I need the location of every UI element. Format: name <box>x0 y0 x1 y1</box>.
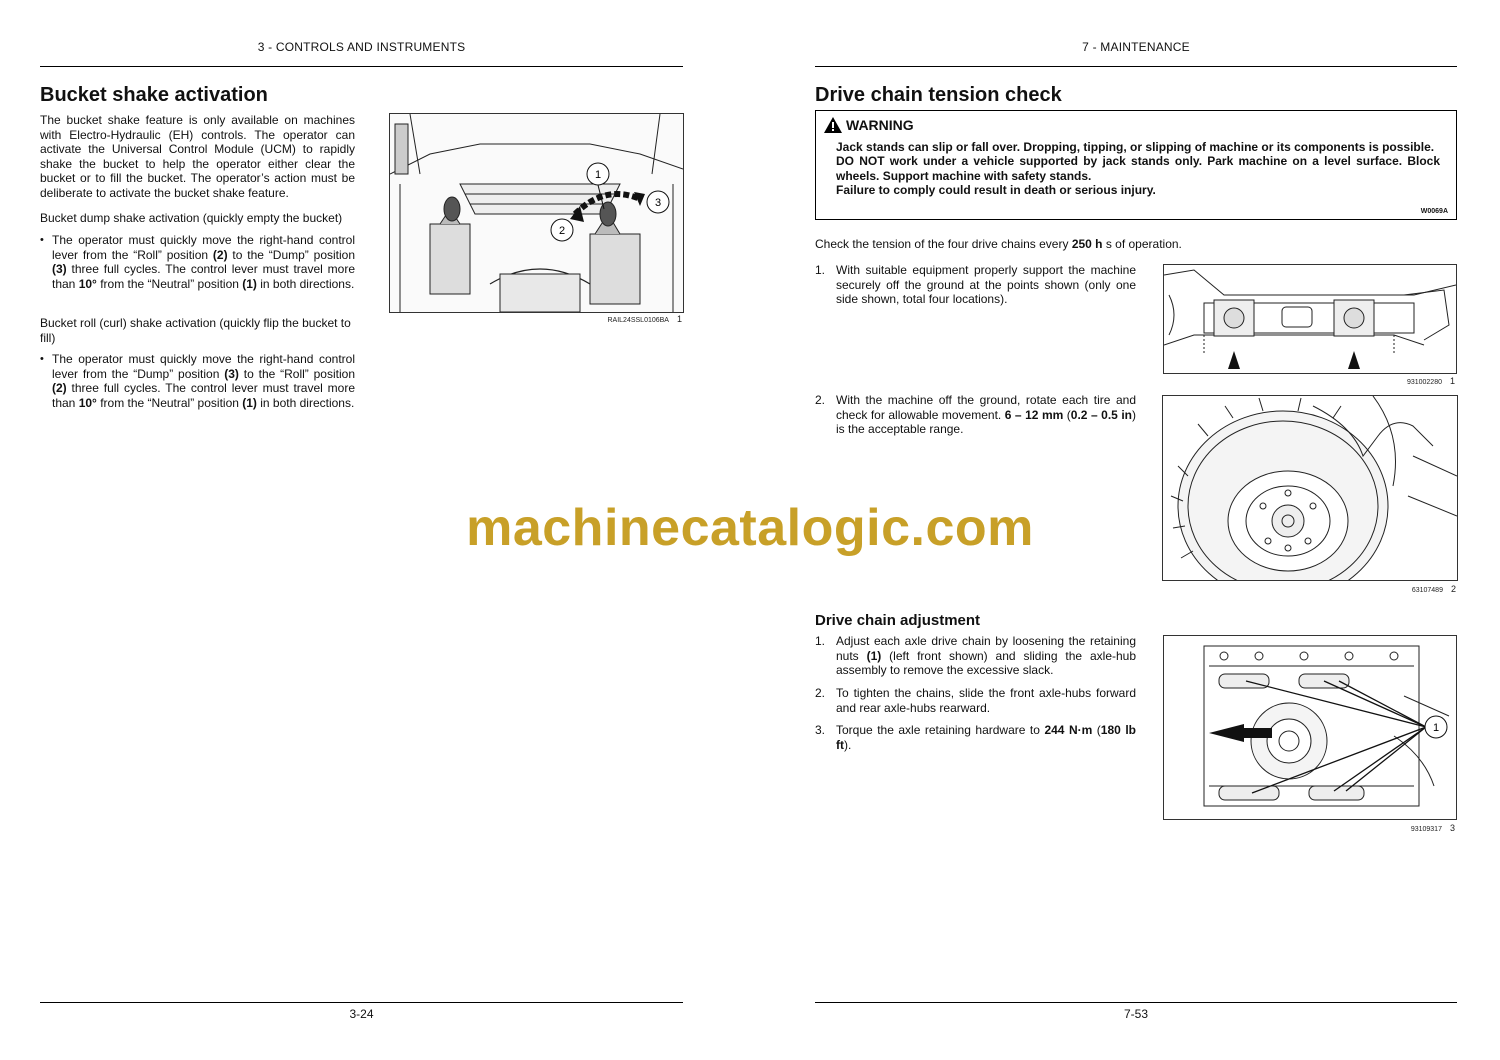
support-point-arrow-icon <box>1228 351 1240 369</box>
left-header-rule <box>40 66 683 67</box>
svg-text:3: 3 <box>654 197 662 209</box>
right-page-header: 7 - MAINTENANCE <box>1082 40 1190 54</box>
cab-controls-illustration <box>390 114 683 312</box>
left-footer-rule <box>40 1002 683 1003</box>
bucket-shake-intro: The bucket shake feature is only available on machines with Electro-Hydraulic (EH) controls. The operator can activate the Universal Control Module (UCM) to rapidly shake the bucket to help the operator either clear the bucket or to fill the bucket. The operator’s action must be deliberate to activate the bucket shake feature. <box>40 113 355 200</box>
drive-chain-adjustment-title: Drive chain adjustment <box>815 612 981 629</box>
tension-step-2: 2. With the machine off the ground, rotate each tire and check for allowable movement. 6 – 12 mm (0.2 – 0.5 in) is the acceptable range. <box>815 393 1136 437</box>
machine-frame-illustration <box>1164 265 1456 373</box>
adjust-step-2: 2. To tighten the chains, slide the front axle-hubs forward and rear axle-hubs rearward. <box>815 686 1136 715</box>
tension-intro: Check the tension of the four drive chains every 250 h s of operation. <box>815 237 1182 251</box>
roll-shake-bullet: • The operator must quickly move the right-hand control lever from the “Dump” position (3) to the “Roll” position (2) three full cycles. The control lever must travel more than 10° from the “Neutral” position (1) in both directions. <box>40 352 355 410</box>
warning-box <box>815 110 1457 220</box>
svg-text:1: 1 <box>594 169 602 181</box>
warning-title: WARNING <box>824 117 914 133</box>
support-points-figure <box>1163 264 1457 374</box>
cab-figure-caption: RAIL24SSL0106BA 1 <box>607 314 682 324</box>
svg-text:2: 2 <box>558 225 566 237</box>
warning-code: W0069A <box>1420 208 1448 215</box>
warning-triangle-icon <box>824 117 842 133</box>
roll-shake-heading: Bucket roll (curl) shake activation (quickly flip the bucket to fill) <box>40 316 351 345</box>
axle-figure-caption: 93109317 3 <box>1410 823 1455 833</box>
right-footer-rule <box>815 1002 1457 1003</box>
dump-shake-bullet: • The operator must quickly move the right-hand control lever from the “Roll” position (2) to the “Dump” position (3) three full cycles. The control lever must travel more than 10° from the “Neutral” position (1) in both directions. <box>40 233 355 291</box>
adjust-step-3: 3. Torque the axle retaining hardware to 244 N·m (180 lb ft). <box>815 723 1136 752</box>
adjust-step-1: 1. Adjust each axle drive chain by loosening the retaining nuts (1) (left front shown) and sliding the axle-hub assembly to remove the excessive slack. <box>815 634 1137 678</box>
right-page-number: 7-53 <box>1123 1007 1149 1021</box>
support-figure-caption: 931002280 1 <box>1406 376 1455 386</box>
warning-text: Jack stands can slip or fall over. Dropping, tipping, or slipping of machine or its components is possible. DO NOT work under a vehicle supported by jack stands only. Park machine on a level surface. Block wheels. Support machine with safety stands. Failure to comply could result in death or serious injury. <box>836 140 1440 197</box>
tire-figure-caption: 63107489 2 <box>1411 584 1456 594</box>
tension-step-1: 1. With suitable equipment properly support the machine securely off the ground at the points shown (only one side shown, total four locations). <box>815 263 1136 307</box>
svg-text:1: 1 <box>1432 722 1440 734</box>
axle-hub-figure <box>1163 635 1457 820</box>
dump-shake-heading: Bucket dump shake activation (quickly empty the bucket) <box>40 211 343 225</box>
drive-chain-tension-title: Drive chain tension check <box>815 84 1062 106</box>
slide-direction-arrow-icon <box>1209 724 1244 742</box>
bucket-shake-title: Bucket shake activation <box>40 84 268 106</box>
watermark: machinecatalogic.com <box>466 499 1034 557</box>
right-header-rule <box>815 66 1457 67</box>
axle-hub-illustration <box>1164 636 1456 819</box>
support-point-arrow-icon <box>1348 351 1360 369</box>
left-page-header: 3 - CONTROLS AND INSTRUMENTS <box>257 40 466 54</box>
cab-controls-figure <box>389 113 684 313</box>
left-page-number: 3-24 <box>349 1007 374 1021</box>
